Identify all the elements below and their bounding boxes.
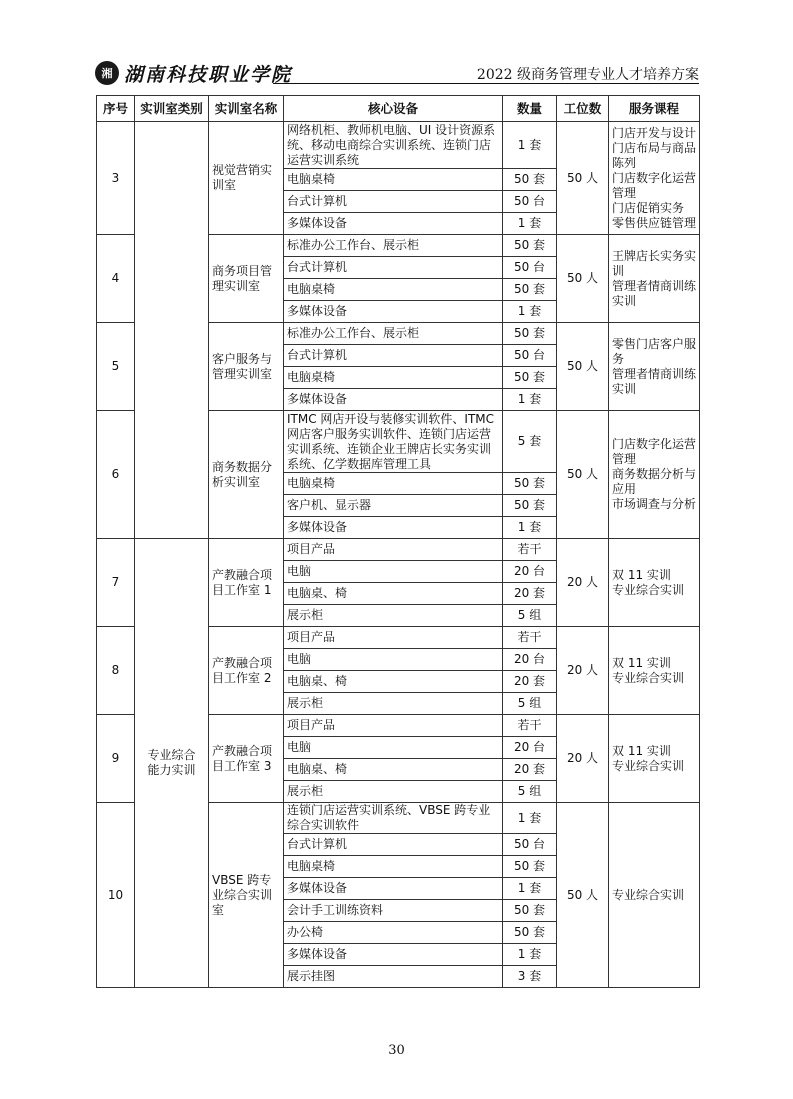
equipment-name: 多媒体设备 — [284, 213, 503, 235]
equipment-quantity: 50 台 — [503, 257, 557, 279]
school-logo — [95, 60, 292, 86]
equipment-quantity: 5 组 — [503, 693, 557, 715]
room-category-cell — [135, 411, 209, 539]
equipment-quantity: 若干 — [503, 627, 557, 649]
equipment-name: 电脑桌椅 — [284, 279, 503, 301]
room-name: 商务项目管理实训室 — [209, 235, 284, 323]
equipment-quantity: 20 套 — [503, 759, 557, 781]
station-count: 50 人 — [557, 803, 609, 988]
equipment-name: 台式计算机 — [284, 257, 503, 279]
equipment-quantity: 50 套 — [503, 169, 557, 191]
equipment-name: 电脑桌椅 — [284, 856, 503, 878]
equipment-name: 电脑桌、椅 — [284, 671, 503, 693]
equipment-quantity: 50 套 — [503, 235, 557, 257]
column-header: 核心设备 — [284, 96, 503, 122]
equipment-name: 多媒体设备 — [284, 301, 503, 323]
equipment-name: 连锁门店运营实训系统、VBSE 跨专业综合实训软件 — [284, 803, 503, 834]
row-seq-number: 5 — [97, 323, 135, 411]
equipment-name: 多媒体设备 — [284, 944, 503, 966]
equipment-quantity: 50 套 — [503, 279, 557, 301]
equipment-quantity: 若干 — [503, 539, 557, 561]
service-courses: 零售门店客户服务 管理者情商训练实训 — [609, 323, 700, 411]
equipment-name: 电脑 — [284, 737, 503, 759]
column-header: 实训室类别 — [135, 96, 209, 122]
equipment-quantity: 20 台 — [503, 737, 557, 759]
row-seq-number: 6 — [97, 411, 135, 539]
equipment-name: 多媒体设备 — [284, 878, 503, 900]
equipment-name: 展示挂图 — [284, 966, 503, 988]
room-name: VBSE 跨专业综合实训室 — [209, 803, 284, 988]
equipment-name: 展示柜 — [284, 693, 503, 715]
row-seq-number: 10 — [97, 803, 135, 988]
equipment-name: 客户机、显示器 — [284, 495, 503, 517]
equipment-name: 多媒体设备 — [284, 517, 503, 539]
equipment-name: ITMC 网店开设与装修实训软件、ITMC 网店客户服务实训软件、连锁门店运营实训系统、连锁企业王牌店长实务实训系统、亿学数据库管理工具 — [284, 411, 503, 473]
equipment-name: 电脑桌椅 — [284, 473, 503, 495]
equipment-quantity: 50 套 — [503, 495, 557, 517]
row-seq-number: 8 — [97, 627, 135, 715]
room-name: 商务数据分析实训室 — [209, 411, 284, 539]
table-row — [97, 411, 700, 473]
equipment-name: 办公椅 — [284, 922, 503, 944]
room-name: 产教融合项目工作室 1 — [209, 539, 284, 627]
station-count: 50 人 — [557, 122, 609, 235]
room-category-cell — [135, 235, 209, 323]
column-header: 服务课程 — [609, 96, 700, 122]
table-row — [97, 235, 700, 257]
row-seq-number: 7 — [97, 539, 135, 627]
service-courses: 双 11 实训 专业综合实训 — [609, 627, 700, 715]
equipment-quantity: 20 台 — [503, 649, 557, 671]
equipment-quantity: 20 台 — [503, 561, 557, 583]
table-row — [97, 539, 700, 561]
school-name-calligraphy: 湖南科技职业学院 — [124, 63, 293, 86]
equipment-quantity: 50 台 — [503, 345, 557, 367]
room-category-cell: 专业综合 能力实训 — [135, 539, 209, 988]
equipment-name: 电脑桌椅 — [284, 367, 503, 389]
station-count: 20 人 — [557, 715, 609, 803]
table-header-row — [97, 96, 700, 122]
room-name: 产教融合项目工作室 3 — [209, 715, 284, 803]
equipment-quantity: 1 套 — [503, 213, 557, 235]
equipment-quantity: 50 套 — [503, 900, 557, 922]
equipment-quantity: 50 套 — [503, 473, 557, 495]
equipment-quantity: 1 套 — [503, 389, 557, 411]
service-courses: 王牌店长实务实训 管理者情商训练实训 — [609, 235, 700, 323]
row-seq-number: 4 — [97, 235, 135, 323]
equipment-name: 展示柜 — [284, 605, 503, 627]
room-name: 产教融合项目工作室 2 — [209, 627, 284, 715]
table-row — [97, 122, 700, 169]
equipment-quantity: 3 套 — [503, 966, 557, 988]
page-header — [95, 58, 699, 86]
equipment-name: 会计手工训练资料 — [284, 900, 503, 922]
room-name: 视觉营销实训室 — [209, 122, 284, 235]
equipment-quantity: 5 组 — [503, 781, 557, 803]
room-category-cell — [135, 122, 209, 235]
equipment-quantity: 1 套 — [503, 803, 557, 834]
station-count: 50 人 — [557, 235, 609, 323]
row-seq-number: 9 — [97, 715, 135, 803]
equipment-name: 项目产品 — [284, 627, 503, 649]
column-header: 工位数 — [557, 96, 609, 122]
equipment-name: 电脑桌椅 — [284, 169, 503, 191]
document-title: 2022 级商务管理专业人才培养方案 — [476, 67, 699, 83]
equipment-quantity: 50 台 — [503, 191, 557, 213]
station-count: 20 人 — [557, 539, 609, 627]
equipment-name: 电脑 — [284, 561, 503, 583]
equipment-name: 台式计算机 — [284, 345, 503, 367]
equipment-quantity: 50 套 — [503, 367, 557, 389]
service-courses: 双 11 实训 专业综合实训 — [609, 539, 700, 627]
header-rule — [273, 83, 699, 84]
equipment-quantity: 1 套 — [503, 944, 557, 966]
equipment-quantity: 50 套 — [503, 323, 557, 345]
room-category-cell — [135, 323, 209, 411]
equipment-name: 电脑桌、椅 — [284, 583, 503, 605]
equipment-quantity: 20 套 — [503, 583, 557, 605]
row-seq-number: 3 — [97, 122, 135, 235]
equipment-quantity: 若干 — [503, 715, 557, 737]
equipment-quantity: 20 套 — [503, 671, 557, 693]
equipment-name: 项目产品 — [284, 539, 503, 561]
service-courses: 门店数字化运营管理 商务数据分析与应用 市场调查与分析 — [609, 411, 700, 539]
equipment-name: 台式计算机 — [284, 191, 503, 213]
equipment-name: 网络机柜、教师机电脑、UI 设计资源系统、移动电商综合实训系统、连锁门店运营实训系统 — [284, 122, 503, 169]
station-count: 20 人 — [557, 627, 609, 715]
equipment-quantity: 1 套 — [503, 122, 557, 169]
equipment-name: 电脑 — [284, 649, 503, 671]
equipment-name: 电脑桌、椅 — [284, 759, 503, 781]
equipment-quantity: 1 套 — [503, 878, 557, 900]
column-header: 序号 — [97, 96, 135, 122]
station-count: 50 人 — [557, 411, 609, 539]
equipment-name: 标准办公工作台、展示柜 — [284, 235, 503, 257]
equipment-quantity: 5 组 — [503, 605, 557, 627]
table-body — [97, 122, 700, 988]
service-courses: 双 11 实训 专业综合实训 — [609, 715, 700, 803]
column-header: 数量 — [503, 96, 557, 122]
service-courses: 专业综合实训 — [609, 803, 700, 988]
equipment-quantity: 5 套 — [503, 411, 557, 473]
equipment-quantity: 50 套 — [503, 922, 557, 944]
training-room-table — [96, 95, 700, 988]
service-courses: 门店开发与设计 门店布局与商品陈列 门店数字化运营管理 门店促销实务 零售供应链管理 — [609, 122, 700, 235]
equipment-name: 展示柜 — [284, 781, 503, 803]
equipment-name: 多媒体设备 — [284, 389, 503, 411]
page-number: 30 — [388, 1043, 405, 1058]
school-seal-icon: 湘 — [95, 61, 119, 85]
equipment-name: 标准办公工作台、展示柜 — [284, 323, 503, 345]
equipment-name: 台式计算机 — [284, 834, 503, 856]
table-row — [97, 323, 700, 345]
equipment-name: 项目产品 — [284, 715, 503, 737]
room-name: 客户服务与管理实训室 — [209, 323, 284, 411]
equipment-quantity: 50 套 — [503, 856, 557, 878]
column-header: 实训室名称 — [209, 96, 284, 122]
station-count: 50 人 — [557, 323, 609, 411]
equipment-quantity: 1 套 — [503, 301, 557, 323]
equipment-quantity: 1 套 — [503, 517, 557, 539]
equipment-quantity: 50 台 — [503, 834, 557, 856]
